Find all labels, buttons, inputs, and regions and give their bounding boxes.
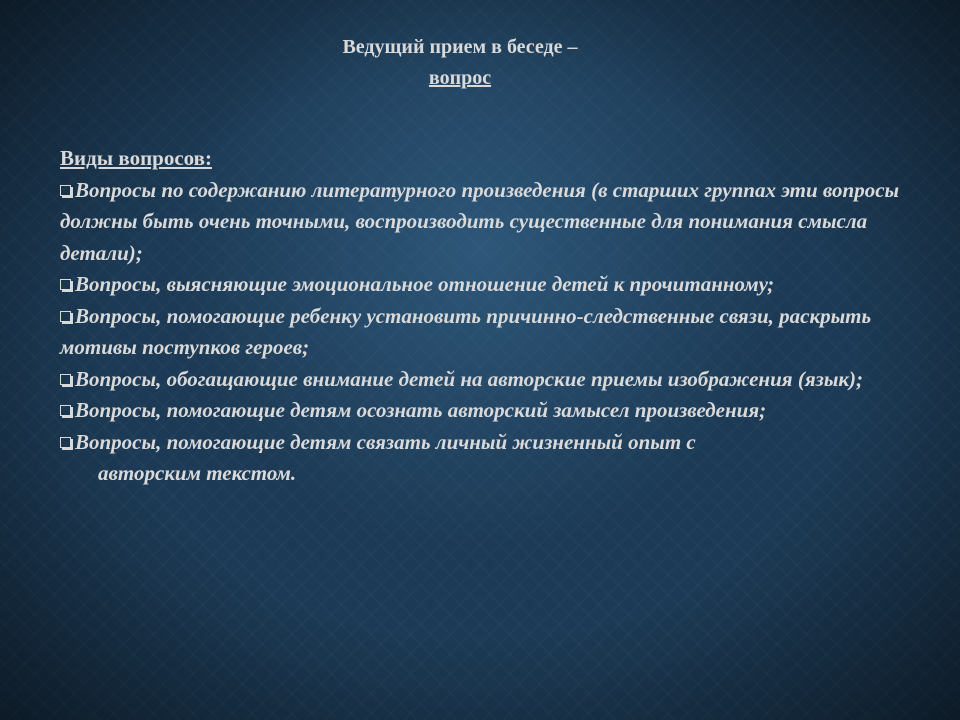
list-item: [60, 269, 920, 301]
list-item: [60, 175, 920, 270]
list-item: [60, 301, 920, 364]
hollow-square-bullet-icon: [60, 437, 71, 448]
hollow-square-bullet-icon: [60, 405, 71, 416]
list-item-text: Вопросы, помогающие ребенку установить причинно-следственные связи, раскрыть мотивы поступков героев;: [60, 303, 872, 359]
slide-body: [60, 143, 920, 490]
list-item-continuation: авторским текстом.: [98, 461, 297, 485]
list-item: [60, 395, 920, 427]
list-item-text: Вопросы, выясняющие эмоциональное отношение детей к прочитанному;: [75, 272, 775, 296]
hollow-square-bullet-icon: [60, 374, 71, 385]
list-item-text: Вопросы, обогащающие внимание детей на авторские приемы изображения (язык);: [75, 366, 864, 391]
list-heading: Виды вопросов:: [60, 146, 212, 170]
hollow-square-bullet-icon: [60, 311, 71, 322]
list-item-text: Вопросы, помогающие детям связать личный жизненный опыт с: [75, 429, 696, 454]
hollow-square-bullet-icon: [60, 279, 71, 290]
list-item: [60, 364, 920, 396]
list-item-text: Вопросы, помогающие детям осознать авторский замысел произведения;: [75, 398, 767, 422]
slide-title: [0, 32, 920, 94]
title-line-2: вопрос: [428, 67, 492, 89]
list-item-text: Вопросы по содержанию литературного произведения (в старших группах эти вопросы должны быть очень точными, воспроизводить существенные для понимания смысла детали);: [60, 177, 900, 265]
title-line-1: Ведущий прием в беседе –: [342, 36, 578, 58]
hollow-square-bullet-icon: [60, 185, 71, 196]
list-item: [60, 427, 920, 459]
